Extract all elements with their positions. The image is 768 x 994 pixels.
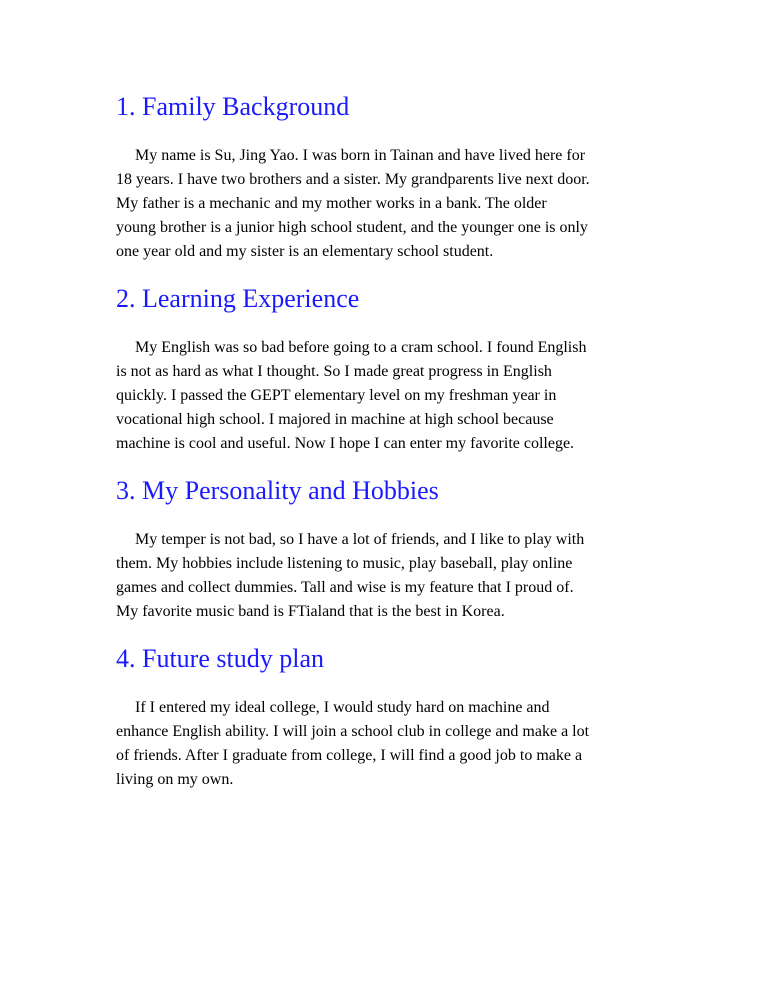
paragraph-line: machine is cool and useful. Now I hope I can enter my favorite college. — [116, 435, 575, 452]
section-personality-hobbies — [116, 476, 654, 624]
paragraph-line: My temper is not bad, so I have a lot of friends, and I like to play with — [135, 531, 585, 548]
paragraph-line: of friends. After I graduate from college, I will find a good job to make a — [116, 747, 583, 764]
section-learning-experience — [116, 284, 654, 456]
paragraph-line: My name is Su, Jing Yao. I was born in Tainan and have lived here for — [135, 147, 586, 164]
section-heading: 1. Family Background — [116, 92, 350, 121]
paragraph-line: young brother is a junior high school student, and the younger one is only — [116, 219, 588, 236]
paragraph-line: 18 years. I have two brothers and a sister. My grandparents live next door. — [116, 171, 590, 188]
paragraph-line: quickly. I passed the GEPT elementary level on my freshman year in — [116, 387, 557, 404]
paragraph-line: If I entered my ideal college, I would study hard on machine and — [135, 699, 550, 716]
paragraph-line: My father is a mechanic and my mother works in a bank. The older — [116, 195, 547, 212]
section-heading: 4. Future study plan — [116, 644, 324, 673]
section-heading: 3. My Personality and Hobbies — [116, 476, 439, 505]
section-paragraph — [116, 336, 654, 456]
paragraph-line: vocational high school. I majored in machine at high school because — [116, 411, 554, 428]
section-paragraph — [116, 528, 654, 624]
section-paragraph — [116, 144, 654, 264]
paragraph-line: one year old and my sister is an elementary school student. — [116, 243, 494, 260]
section-paragraph — [116, 696, 654, 792]
paragraph-line: My English was so bad before going to a cram school. I found English — [135, 339, 587, 356]
paragraph-line: games and collect dummies. Tall and wise is my feature that I proud of. — [116, 579, 574, 596]
paragraph-line: is not as hard as what I thought. So I made great progress in English — [116, 363, 552, 380]
paragraph-line: enhance English ability. I will join a school club in college and make a lot — [116, 723, 590, 740]
paragraph-line: My favorite music band is FTialand that is the best in Korea. — [116, 603, 505, 620]
paragraph-line: living on my own. — [116, 771, 234, 788]
section-family-background — [116, 92, 654, 264]
section-future-study-plan — [116, 644, 654, 792]
paragraph-line: them. My hobbies include listening to music, play baseball, play online — [116, 555, 573, 572]
section-heading: 2. Learning Experience — [116, 284, 360, 313]
